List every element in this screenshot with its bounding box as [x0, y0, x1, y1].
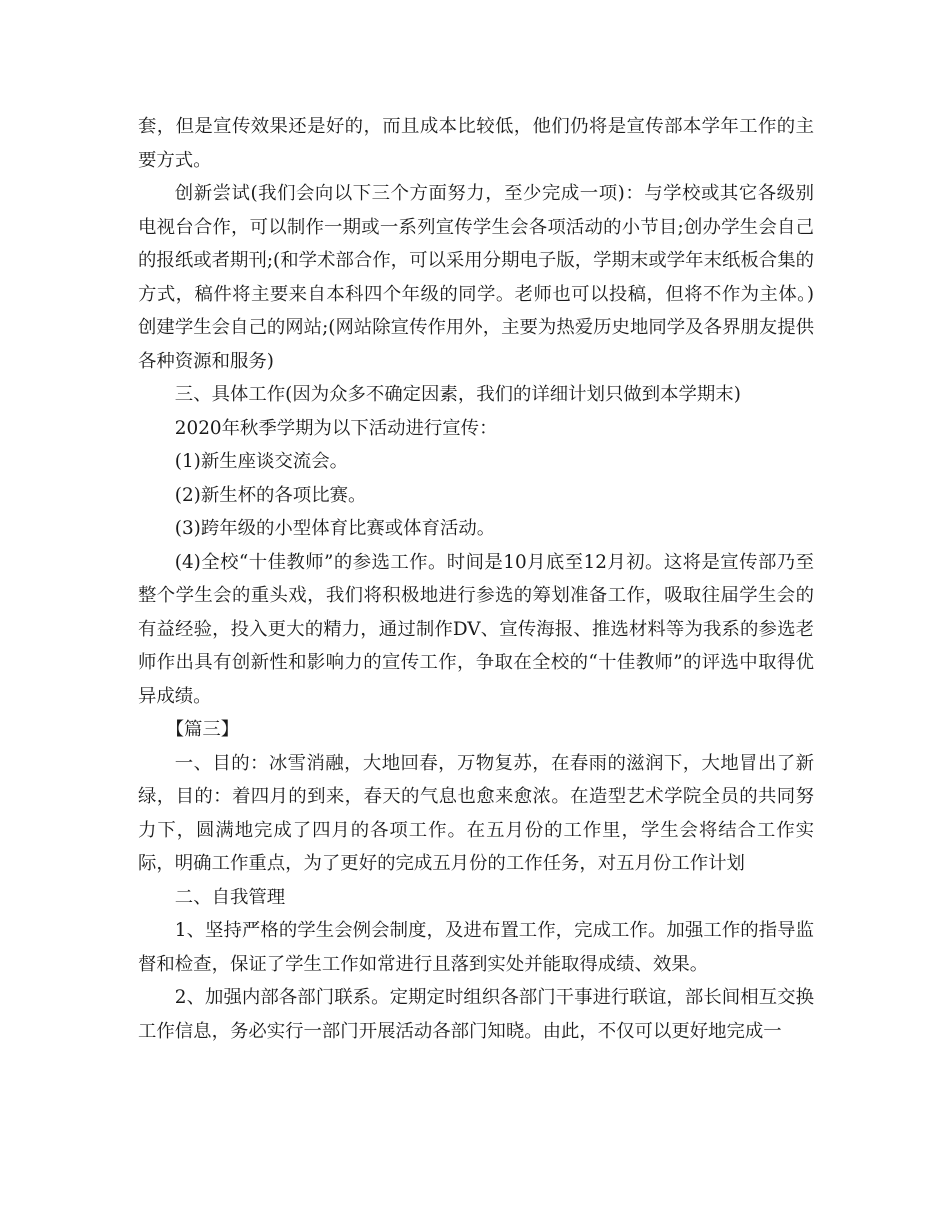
paragraph: 套，但是宣传效果还是好的，而且成本比较低，他们仍将是宣传部本学年工作的主要方式。: [138, 116, 814, 171]
list-item: (3)跨年级的小型体育比赛或体育活动。: [174, 518, 496, 539]
section-heading: 二、自我管理: [174, 886, 286, 908]
paragraph: 2020年秋季学期为以下活动进行宣传：: [174, 417, 498, 439]
paragraph: 三、具体工作(因为众多不确定因素，我们的详细计划只做到本学期末): [174, 384, 741, 405]
paragraph: 创新尝试(我们会向以下三个方面努力，至少完成一项)：与学校或其它各级别电视台合作，可以制作一期或一系列宣传学生会各项活动的小节目;创办学生会自己的报纸或者期刊;(和学术部合作，可以采用分期电子版，学期末或学年末纸板合集的方式，稿件将主要来自本科四个年级的同学。老师也可以投稿，但将不作为主体。)创建学生会自己的网站;(网站除宣传作用外，主要为热爱历史地同学及各界朋友提供各种资源和服务): [138, 183, 814, 372]
list-item: (1)新生座谈交流会。: [174, 451, 348, 472]
paragraph: 一、目的：冰雪消融，大地回春，万物复苏，在春雨的滋润下，大地冒出了新绿，目的：着四月的到来，春天的气息也愈来愈浓。在造型艺术学院全员的共同努力下，圆满地完成了四月的各项工作。在五月份的工作里，学生会将结合工作实际，明确工作重点，为了更好的完成五月份的工作任务，对五月份工作计划: [138, 752, 814, 874]
document-body: [138, 110, 814, 1048]
section-heading: 【篇三】: [165, 719, 240, 740]
list-item: 1、坚持严格的学生会例会制度，及进布置工作，完成工作。加强工作的指导监督和检查，保证了学生工作如常进行且落到实处并能取得成绩、效果。: [138, 920, 814, 975]
list-item: (2)新生杯的各项比赛。: [174, 484, 367, 506]
list-item: (4)全校“十佳教师”的参选工作。时间是10月底至12月初。这将是宣传部乃至整个学生会的重头戏，我们将积极地进行参选的筹划准备工作，吸取往届学生会的有益经验，投入更大的精力，通过制作DV、宣传海报、推选材料等为我系的参选老师作出具有创新性和影响力的宣传工作，争取在全校的“十佳教师”的评选中取得优异成绩。: [138, 551, 814, 707]
list-item: 2、加强内部各部门联系。定期定时组织各部门干事进行联谊，部长间相互交换工作信息，务必实行一部门开展活动各部门知晓。由此，不仅可以更好地完成一: [138, 987, 814, 1042]
